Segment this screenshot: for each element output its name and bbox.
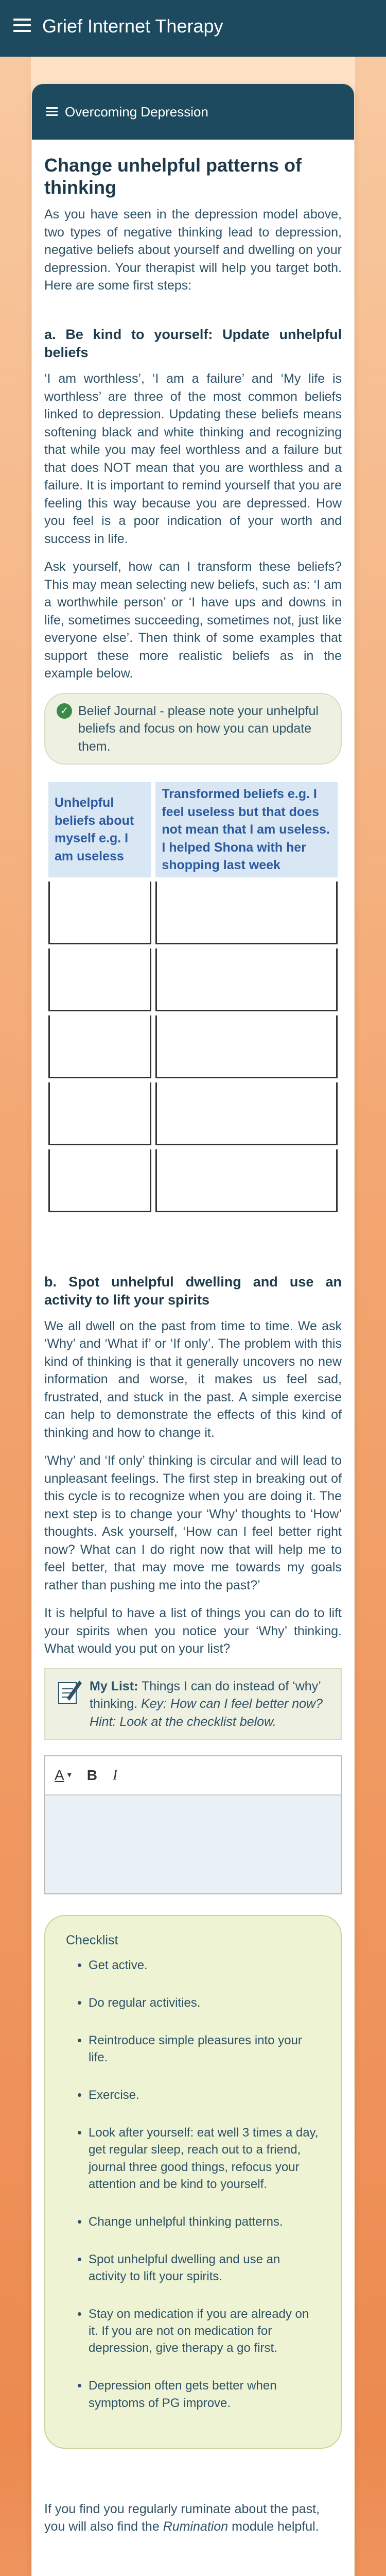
app-header: [0, 0, 386, 57]
table-header-unhelpful: Unhelpful beliefs about myself e.g. I am useless: [48, 782, 151, 877]
section-a-paragraph-1: ‘I am worthless’, ‘I am a failure’ and ‘My life is worthless’ are three of the most common beliefs linked to depression. Updating these beliefs means softening black and white thinking and recognizing that while you may feel worthless and a failure but that does NOT mean that you are worthless and a failure. It is important to remind yourself that you are feeling this way because you are depressed. How you feel is a poor indication of your worth and success in life.: [44, 371, 342, 546]
table-cell-input[interactable]: [48, 948, 151, 1011]
list-item: • Do regular activities.: [89, 1994, 320, 2011]
table-cell-input[interactable]: [48, 882, 151, 944]
unhelpful-belief-input[interactable]: [50, 1148, 150, 1208]
unhelpful-belief-input[interactable]: [50, 1081, 150, 1141]
bold-button[interactable]: B: [86, 1767, 97, 1783]
pencil-notepad-icon: [57, 1677, 82, 1705]
page-heading: Change unhelpful patterns of thinking: [44, 155, 302, 198]
rumination-link: Rumination: [163, 2519, 229, 2534]
table-cell-input[interactable]: [48, 1015, 151, 1078]
list-item: • Spot unhelpful dwelling and use an activity to lift your spirits.: [89, 2251, 320, 2285]
module-content: [32, 140, 354, 2536]
callout-text: Belief Journal - please note your unhelpful beliefs and focus on how you can update them.: [78, 703, 319, 754]
transformed-belief-input[interactable]: [157, 880, 336, 940]
checklist-items: [66, 1957, 320, 2412]
list-item: • Stay on medication if you are already on it. If you are not on medication for depression, give therapy a go first.: [89, 2306, 320, 2357]
intro-paragraph: As you have seen in the depression model above, two types of negative thinking lead to depression, negative beliefs about yourself and dwelling on your depression. Your therapist will help you target both. Here are some first steps:: [44, 207, 342, 293]
table-cell-input[interactable]: [155, 1015, 338, 1078]
table-cell-input[interactable]: [48, 1149, 151, 1212]
section-a-title: a. Be kind to yourself: Update unhelpful beliefs: [44, 326, 342, 360]
unhelpful-belief-input[interactable]: [50, 880, 150, 940]
section-a-paragraph-2: Ask yourself, how can I transform these beliefs? This may mean selecting new beliefs, such as: ‘I am a worthwhile person’ or ‘I have ups and downs in life, sometimes succeeding, sometimes not, just like everyone else’. Then think of some examples that support these more realistic beliefs as in the example below.: [44, 560, 342, 681]
list-icon: [46, 107, 58, 116]
italic-button[interactable]: I: [112, 1767, 118, 1783]
font-color-button[interactable]: A: [55, 1767, 64, 1783]
list-item: • Exercise.: [89, 2087, 320, 2104]
module-card: [32, 84, 354, 2576]
section-b-paragraph-2: ‘Why’ and ‘If only’ thinking is circular and will lead to unpleasant feelings. The first step in breaking out of this cycle is to recognize when you are doing it. The next step is to change your ‘Why’ thoughts to ‘How’ thoughts. Ask yourself, ‘How can I feel better right now? What can I do right now that will help me to feel better, that may move me towards my goals rather than pushing me into the past?’: [44, 1453, 342, 1592]
table-cell-input[interactable]: [48, 1082, 151, 1145]
list-item: • Reintroduce simple pleasures into your life.: [89, 2032, 320, 2066]
editor-toolbar: [45, 1756, 341, 1795]
checklist: [44, 1915, 342, 2448]
list-item: • Change unhelpful thinking patterns.: [89, 2213, 320, 2230]
app-title: Grief Internet Therapy: [42, 15, 223, 37]
my-list-text-area[interactable]: [45, 1795, 341, 1893]
decorative-gradient-left: [0, 57, 31, 2576]
checklist-title: Checklist: [66, 1933, 118, 1948]
list-item: • Depression often gets better when symptoms of PG improve.: [89, 2377, 320, 2411]
table-cell-input[interactable]: [155, 882, 338, 944]
transformed-belief-input[interactable]: [157, 947, 336, 1007]
rich-text-editor: [44, 1755, 342, 1894]
belief-journal-callout: [44, 693, 342, 765]
menu-icon[interactable]: [13, 19, 31, 34]
table-cell-input[interactable]: [155, 1149, 338, 1212]
unhelpful-belief-input[interactable]: [50, 947, 150, 1007]
section-b-paragraph-1: We all dwell on the past from time to time. We ask ‘Why’ and ‘What if’ or ‘If only’. The problem with this kind of thinking is that it generally uncovers no new information and worse, it makes us feel sad, frustrated, and stuck in the past. A simple exercise can help to demonstrate the effects of this kind of thinking and how to change it.: [44, 1318, 342, 1440]
belief-table: [44, 778, 342, 1216]
my-list-hint: Key: How can I feel better now? Hint: Look at the checklist below.: [90, 1697, 323, 1729]
list-item: • Look after yourself: eat well 3 times a day, get regular sleep, reach out to a friend, journal three good things, refocus your attention and be kind to yourself.: [89, 2124, 320, 2192]
my-list-prompt: [44, 1668, 342, 1740]
table-cell-input[interactable]: [155, 1082, 338, 1145]
table-header-transformed: Transformed beliefs e.g. I feel useless but that does not mean that I am useless. I helped Shona with her shopping last week: [155, 782, 338, 877]
transformed-belief-input[interactable]: [157, 1081, 336, 1141]
table-cell-input[interactable]: [155, 948, 338, 1011]
decorative-gradient-right: [355, 57, 386, 2576]
my-list-text: Things I can do instead of ‘why’ thinking.: [90, 1679, 321, 1711]
section-b-paragraph-3: It is helpful to have a list of things you can do to lift your spirits when you notice your ‘Why’ thinking. What would you put on your list?: [44, 1606, 342, 1656]
outro-paragraph: If you find you regularly ruminate about the past, you will also find the Rumination module helpful.: [44, 2501, 320, 2534]
chevron-down-icon[interactable]: ▾: [67, 1771, 72, 1780]
unhelpful-belief-input[interactable]: [50, 1014, 150, 1074]
transformed-belief-input[interactable]: [157, 1014, 336, 1074]
module-header: [32, 84, 354, 140]
module-title: Overcoming Depression: [65, 104, 208, 120]
list-item: • Get active.: [89, 1957, 320, 1974]
section-b-title: b. Spot unhelpful dwelling and use an activity to lift your spirits: [44, 1274, 342, 1308]
checkmark-icon: ✓: [57, 703, 72, 719]
my-list-label: My List:: [90, 1679, 138, 1693]
transformed-belief-input[interactable]: [157, 1148, 336, 1208]
